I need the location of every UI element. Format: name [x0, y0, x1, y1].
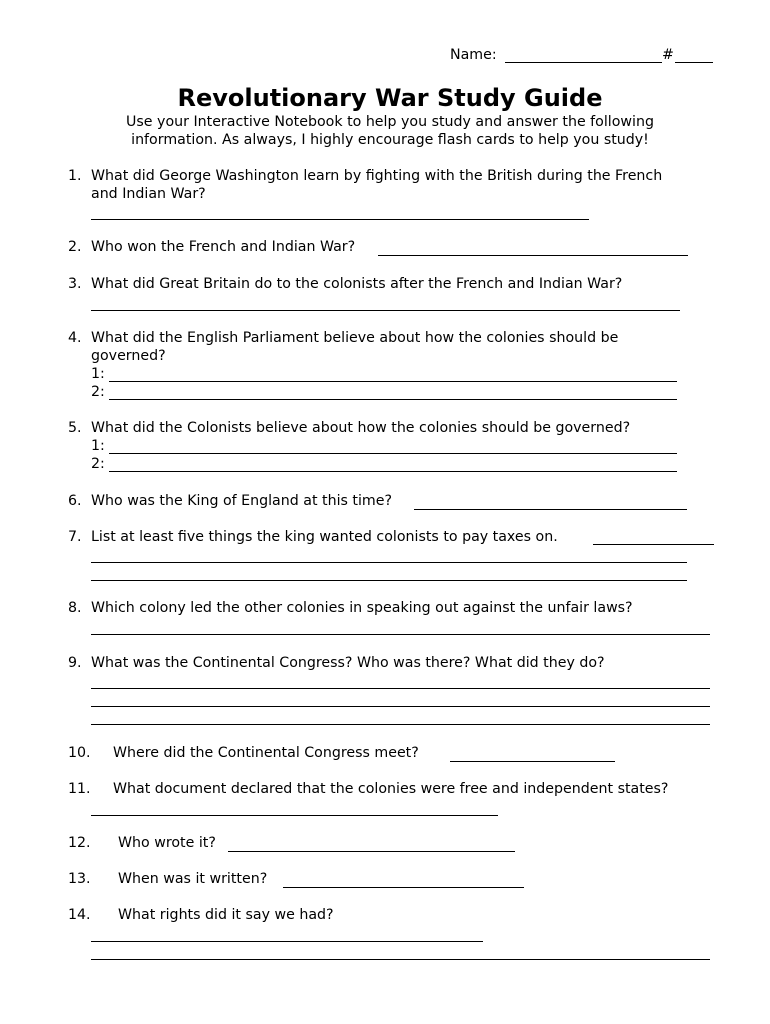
question-number: 1. — [68, 168, 82, 184]
name-field[interactable] — [505, 62, 662, 63]
question-number: 12. — [68, 835, 91, 851]
question-number: 14. — [68, 907, 91, 923]
answer-line[interactable] — [91, 580, 687, 581]
answer-line[interactable] — [91, 724, 710, 725]
answer-line[interactable] — [91, 815, 498, 816]
answer-line[interactable] — [283, 887, 524, 888]
answer-line[interactable] — [414, 509, 687, 510]
sub-label: 1: — [91, 366, 105, 382]
question-number: 3. — [68, 276, 82, 292]
question-number: 4. — [68, 330, 82, 346]
sub-label: 2: — [91, 456, 105, 472]
answer-line[interactable] — [91, 688, 710, 689]
question-number: 10. — [68, 745, 91, 761]
answer-line[interactable] — [91, 959, 710, 960]
question-number: 6. — [68, 493, 82, 509]
sub-label: 1: — [91, 438, 105, 454]
question-number: 7. — [68, 529, 82, 545]
answer-line[interactable] — [450, 761, 615, 762]
number-field[interactable] — [675, 62, 713, 63]
question-number: 2. — [68, 239, 82, 255]
question-text: Who won the French and Indian War? — [91, 239, 356, 255]
question-number: 13. — [68, 871, 91, 887]
sub-label: 2: — [91, 384, 105, 400]
answer-line[interactable] — [91, 219, 589, 220]
answer-line[interactable] — [228, 851, 515, 852]
question-text: What document declared that the colonies were free and independent states? — [113, 781, 669, 797]
answer-line[interactable] — [91, 941, 483, 942]
question-text: Where did the Continental Congress meet? — [113, 745, 419, 761]
question-text: What rights did it say we had? — [118, 907, 334, 923]
question-text: Who was the King of England at this time? — [91, 493, 392, 509]
answer-line[interactable] — [109, 453, 677, 454]
question-text: What did the Colonists believe about how the colonies should be governed? — [91, 420, 631, 436]
question-text: What did Great Britain do to the colonists after the French and Indian War? — [91, 276, 623, 292]
question-text: and Indian War? — [91, 186, 206, 202]
name-label: Name: — [450, 47, 497, 63]
intro-line-2: information. As always, I highly encourage flash cards to help you study! — [131, 132, 649, 148]
question-number: 11. — [68, 781, 91, 797]
question-text: Which colony led the other colonies in speaking out against the unfair laws? — [91, 600, 633, 616]
answer-line[interactable] — [593, 544, 714, 545]
question-text: What did the English Parliament believe about how the colonies should be — [91, 330, 619, 346]
intro-line-1: Use your Interactive Notebook to help you study and answer the following — [126, 114, 654, 130]
question-text: What did George Washington learn by fighting with the British during the French — [91, 168, 663, 184]
question-number: 5. — [68, 420, 82, 436]
page-title: Revolutionary War Study Guide — [177, 84, 603, 112]
question-text: governed? — [91, 348, 166, 364]
answer-line[interactable] — [91, 634, 710, 635]
answer-line[interactable] — [91, 562, 687, 563]
answer-line[interactable] — [378, 255, 688, 256]
question-text: When was it written? — [118, 871, 268, 887]
question-number: 9. — [68, 655, 82, 671]
question-text: What was the Continental Congress? Who was there? What did they do? — [91, 655, 605, 671]
answer-line[interactable] — [109, 471, 677, 472]
question-number: 8. — [68, 600, 82, 616]
answer-line[interactable] — [109, 381, 677, 382]
question-text: List at least five things the king wanted colonists to pay taxes on. — [91, 529, 558, 545]
number-label: # — [662, 47, 674, 63]
answer-line[interactable] — [91, 706, 710, 707]
answer-line[interactable] — [109, 399, 677, 400]
answer-line[interactable] — [91, 310, 680, 311]
question-text: Who wrote it? — [118, 835, 216, 851]
